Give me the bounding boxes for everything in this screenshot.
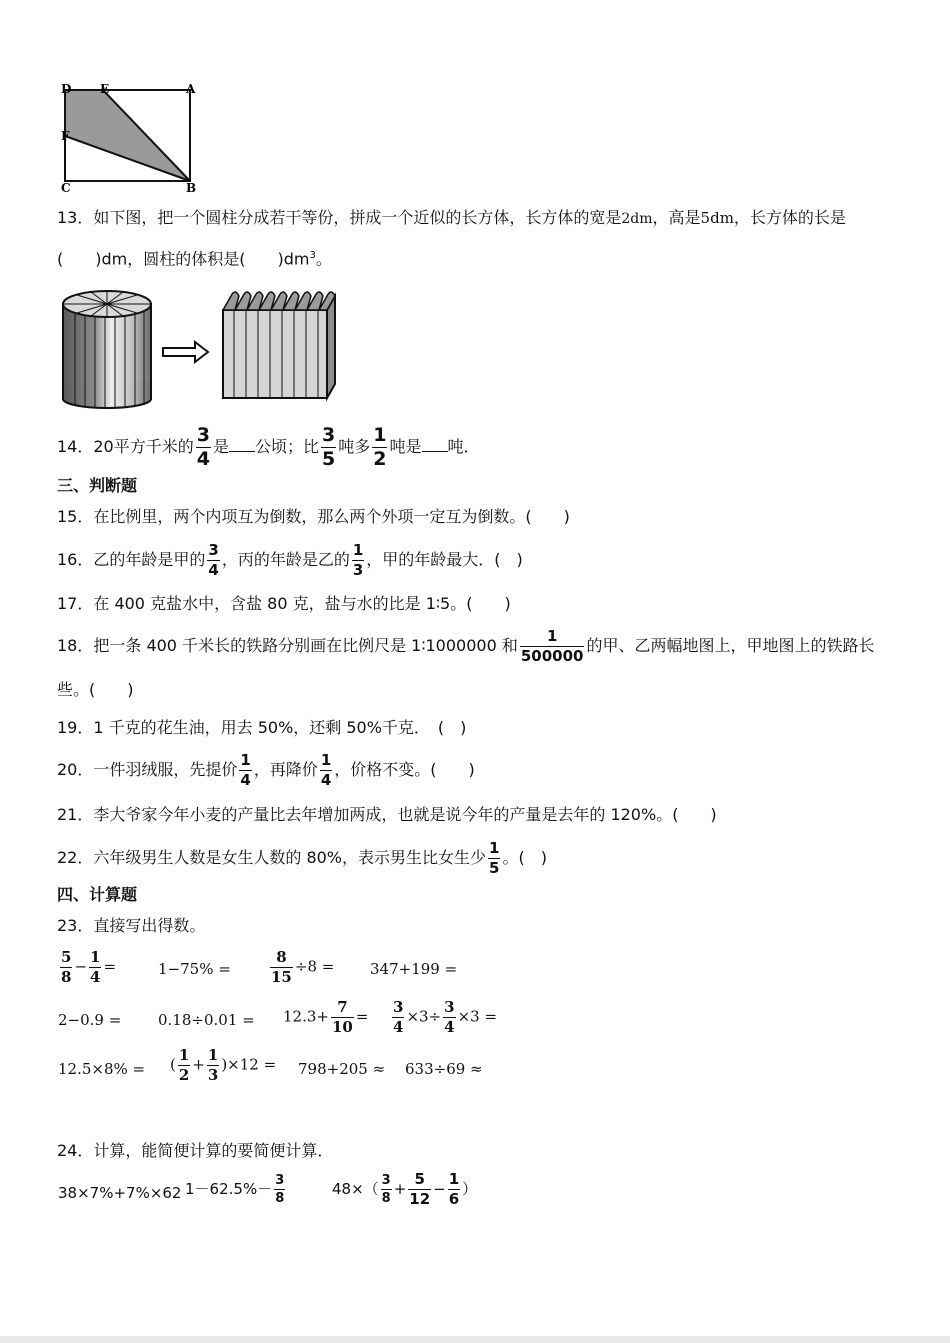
question-18-line2: 些。( ) bbox=[57, 680, 134, 699]
label-b: B bbox=[186, 181, 197, 195]
q16-fraction-1: $\frac{3}{4}$ bbox=[208, 541, 219, 579]
q23-expr-1-1: $\frac{5}{8}$ − $\frac{1}{4}$ = bbox=[61, 948, 117, 986]
page-bottom-edge bbox=[0, 1336, 950, 1343]
q20-fraction-2: $\frac{1}{4}$ bbox=[320, 751, 332, 789]
q20-fraction-1: $\frac{1}{4}$ bbox=[240, 751, 251, 789]
q23-expr-3-3: 798+205 ≈ bbox=[298, 1060, 386, 1078]
q13-text-d: ( )dm，圆柱的体积是( )dm bbox=[57, 249, 310, 269]
q20-text-b: ，再降价 bbox=[253, 760, 318, 779]
q13-text-e: 。 bbox=[315, 249, 332, 269]
cuboid-shape bbox=[223, 292, 335, 398]
q23-expr-2-2: 0.18÷0.01 = bbox=[158, 1011, 255, 1029]
q13-superscript: 3 bbox=[309, 250, 316, 261]
shaded-region bbox=[65, 90, 190, 181]
q24-fraction: $\frac{3}{8}$ bbox=[381, 1173, 391, 1206]
label-d: D bbox=[61, 82, 72, 96]
question-13-line2 bbox=[57, 246, 332, 269]
q23-expr-2-1: 2−0.9 = bbox=[58, 1011, 122, 1029]
question-13-line1 bbox=[57, 208, 846, 229]
q14-fraction-1: $\frac{3}{4}$ bbox=[196, 424, 210, 470]
q23-expr-2-3: 12.3+ $\frac{7}{10}$ = bbox=[283, 998, 369, 1036]
question-23-title: 23．直接写出得数。 bbox=[57, 916, 206, 935]
q20-text-c: ，价格不变。( ) bbox=[334, 760, 475, 779]
q14-blank-1[interactable] bbox=[229, 437, 255, 452]
q13-text-b: ，高是 bbox=[652, 208, 701, 227]
q23-fraction: $\frac{1}{3}$ bbox=[207, 1046, 219, 1084]
q16-text-c: ，甲的年龄最大．( ) bbox=[366, 550, 523, 569]
question-24-title: 24．计算，能简便计算的要简便计算． bbox=[57, 1141, 334, 1160]
q24-expr-1: 38×7%+7%×62 bbox=[58, 1184, 182, 1202]
q23-expr-1-3: $\frac{8}{15}$ ÷8 = bbox=[271, 948, 335, 986]
q14-text-a: 14．20平方千米的 bbox=[57, 437, 194, 456]
q18-text-a: 18．把一条 400 千米长的铁路分别画在比例尺是 1∶1000000 和 bbox=[57, 636, 518, 655]
question-17: 17．在 400 克盐水中，含盐 80 克，盐与水的比是 1∶5。( ) bbox=[57, 594, 511, 613]
q23-fraction: $\frac{7}{10}$ bbox=[331, 998, 353, 1036]
q24-expr-3: 48×（ $\frac{3}{8}$ + $\frac{5}{12}$ − $\frac{1}{6}$ ） bbox=[332, 1170, 478, 1208]
question-14 bbox=[57, 426, 480, 469]
question-15: 15．在比例里，两个内项互为倒数，那么两个外项一定互为倒数。( ) bbox=[57, 507, 570, 526]
q23-fraction: $\frac{3}{4}$ bbox=[393, 998, 404, 1036]
q23-fraction: $\frac{1}{4}$ bbox=[90, 948, 101, 986]
label-a: A bbox=[186, 82, 196, 96]
question-19: 19．1 千克的花生油，用去 50%，还剩 50%千克． ( ) bbox=[57, 718, 467, 737]
question-22 bbox=[57, 840, 547, 876]
q23-expr-3-1: 12.5×8% = bbox=[58, 1060, 146, 1078]
arrow-right bbox=[163, 342, 208, 362]
section-3-heading: 三、判断题 bbox=[57, 476, 138, 495]
q18-text-b: 的甲、乙两幅地图上，甲地图上的铁路长 bbox=[586, 636, 875, 655]
q14-text-b: 是 bbox=[212, 437, 229, 456]
q14-text-f: 吨． bbox=[447, 437, 480, 456]
q16-text-a: 16．乙的年龄是甲的 bbox=[57, 550, 206, 569]
cylinder-shape bbox=[63, 291, 151, 408]
q23-expr-2-4: $\frac{3}{4}$ ×3÷ $\frac{3}{4}$ ×3 = bbox=[393, 998, 498, 1036]
q23-fraction: $\frac{8}{15}$ bbox=[271, 948, 292, 986]
label-e: E bbox=[100, 82, 110, 96]
section-4-heading: 四、计算题 bbox=[57, 885, 138, 904]
q23-fraction: $\frac{5}{8}$ bbox=[61, 948, 72, 986]
q23-expr-1-2: 1−75% = bbox=[158, 960, 231, 978]
q14-text-e: 吨是 bbox=[389, 437, 422, 456]
figure-q12-rectangle bbox=[55, 80, 205, 195]
question-20 bbox=[57, 752, 475, 788]
question-16 bbox=[57, 542, 523, 578]
q24-fraction: $\frac{5}{12}$ bbox=[409, 1170, 431, 1208]
question-18-line1 bbox=[57, 626, 875, 666]
q20-text-a: 20．一件羽绒服，先提价 bbox=[57, 760, 238, 779]
figure-q13-cylinder-to-cuboid bbox=[55, 282, 345, 412]
q24-expr-2: 1－62.5%－ $\frac{3}{8}$ bbox=[185, 1173, 285, 1206]
q24-fraction: $\frac{1}{6}$ bbox=[448, 1170, 460, 1208]
q18-fraction: $\frac{1}{500000}$ bbox=[520, 627, 584, 665]
q14-text-d: 吨多 bbox=[338, 437, 371, 456]
q24-fraction: $\frac{3}{8}$ bbox=[275, 1173, 285, 1206]
q14-text-c: 公顷；比 bbox=[254, 437, 319, 456]
q22-text-b: 。( ) bbox=[502, 848, 547, 867]
q23-expr-3-4: 633÷69 ≈ bbox=[405, 1060, 483, 1078]
q23-expr-1-4: 347+199 = bbox=[370, 960, 458, 978]
q13-height-value: 5dm bbox=[700, 209, 734, 227]
q14-fraction-2: $\frac{3}{5}$ bbox=[322, 424, 336, 470]
label-c: C bbox=[61, 181, 71, 195]
label-f: F bbox=[61, 129, 70, 143]
q16-text-b: ，丙的年龄是乙的 bbox=[221, 550, 350, 569]
q22-text-a: 22．六年级男生人数是女生人数的 80%，表示男生比女生少 bbox=[57, 848, 487, 867]
q23-fraction: $\frac{3}{4}$ bbox=[444, 998, 455, 1036]
q13-text-c: ，长方体的长是 bbox=[733, 208, 846, 227]
q22-fraction: $\frac{1}{5}$ bbox=[489, 839, 500, 877]
question-21: 21．李大爷家今年小麦的产量比去年增加两成，也就是说今年的产量是去年的 120%。( ) bbox=[57, 805, 717, 824]
q16-fraction-2: $\frac{1}{3}$ bbox=[352, 541, 364, 579]
q23-expr-3-2: ( $\frac{1}{2}$ + $\frac{1}{3}$ )×12 = bbox=[170, 1046, 277, 1084]
q13-text-a: 13．如下图，把一个圆柱分成若干等份，拼成一个近似的长方体，长方体的宽是 bbox=[57, 208, 622, 227]
q23-fraction: $\frac{1}{2}$ bbox=[178, 1046, 190, 1084]
q14-fraction-3: $\frac{1}{2}$ bbox=[373, 424, 387, 470]
q14-blank-2[interactable] bbox=[422, 437, 448, 452]
q13-width-value: 2dm bbox=[621, 211, 653, 227]
